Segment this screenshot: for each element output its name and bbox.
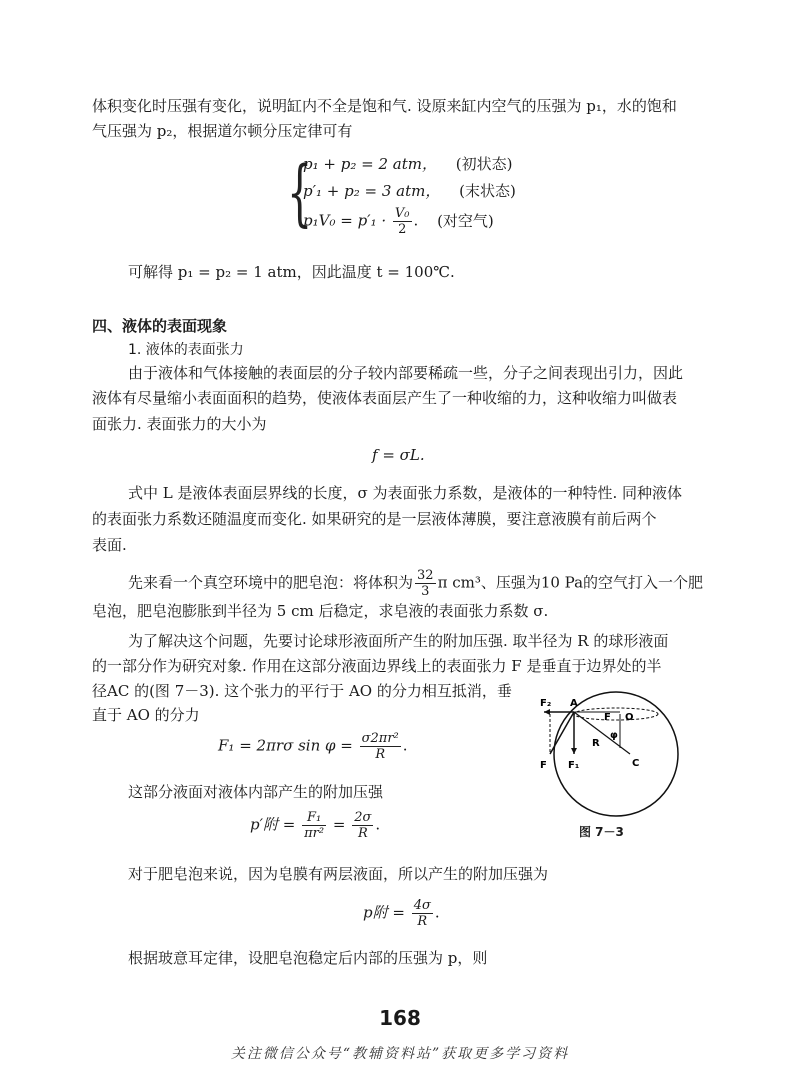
paragraph-line: 式中 L 是液体表面层界线的长度，σ 为表面张力系数，是液体的一种特性. 同种液体 [128,484,683,502]
subsection-heading: 1. 液体的表面张力 [128,342,244,358]
fig-label-phi: φ [610,730,618,741]
boundary-ellipse [574,708,658,720]
fig-label-f-bottom: F [540,760,547,771]
paragraph-line: 直于 AO 的分力 [92,706,200,724]
paragraph-line: 的表面张力系数还随温度而变化. 如果研究的是一层液体薄膜，要注意液膜有前后两个 [92,510,657,528]
footer-watermark: 关注微信公众号“教辅资料站”获取更多学习资料 [230,1046,570,1062]
fig-label-r: R [592,738,600,749]
paragraph-line: 皂泡，肥皂泡膨胀到半径为 5 cm 后稳定，求皂液的表面张力系数 σ. [92,602,549,620]
f-arrow [550,712,574,754]
fig-label-a: A [570,698,578,709]
soap-bubble-figure [530,690,690,820]
paragraph-line: 径AC 的(图 7－3). 这个张力的平行于 AO 的分力相互抵消，垂 [92,682,512,700]
equation-initial-state: p₁ + p₂ = 2 atm， (初状态) [303,155,513,173]
sphere-circle [554,692,678,816]
paragraph-line: 先来看一个真空环境中的肥皂泡：将体积为 $\frac{32}{3}$ π cm³、压强为10 Pa的空气打入一个肥 [128,568,704,599]
paragraph-line: 的一部分作为研究对象. 作用在这部分液面边界线上的表面张力 F 是垂直于边界处的半 [92,657,662,675]
paragraph-line: 液体有尽量缩小表面面积的趋势，使液体表面层产生了一种收缩的力，这种收缩力叫做表 [92,389,678,407]
paragraph-line: 气压强为 p₂，根据道尔顿分压定律可有 [92,122,353,140]
fig-label-f2: F₂ [540,698,552,709]
paragraph-line: 根据玻意耳定律，设肥皂泡稳定后内部的压强为 p，则 [128,949,488,967]
result-line: 可解得 p₁ = p₂ = 1 atm，因此温度 t = 100℃. [128,263,455,281]
left-brace: { [287,150,313,234]
fig-label-c: C [632,758,640,769]
equation-air: p₁V₀ = p′₁ · $\frac{\text{V₀}}{2}$ . (对空气) [303,206,494,237]
page-number: 168 [379,1006,421,1030]
paragraph-line: 为了解决这个问题，先要讨论球形液面所产生的附加压强. 取半径为 R 的球形液面 [128,632,669,650]
paragraph-line: 体积变化时压强有变化，说明缸内不全是饱和气. 设原来缸内空气的压强为 p₁，水的饱和 [92,97,677,115]
paragraph-line: 面张力. 表面张力的大小为 [92,415,267,433]
surface-tension-formula: f = σL. [372,446,425,464]
figure-caption: 图 7－3 [579,825,624,839]
paragraph-line: 这部分液面对液体内部产生的附加压强 [128,783,384,801]
bubble-pressure-formula: p附 = $\frac{4\sigma}{R}$ . [363,898,440,929]
fig-label-o: O [625,712,634,723]
paragraph-line: 表面. [92,536,127,554]
paragraph-line: 对于肥皂泡来说，因为皂膜有两层液面，所以产生的附加压强为 [128,865,549,883]
vertical-force-formula: F₁ = 2πrσ sin φ = $\frac{\text{σ2πr²}}{R}$ . [218,731,408,762]
fig-label-f1: F₁ [568,760,580,771]
additional-pressure-formula: p′附 = $\frac{\text{F₁}}{\text{πr²}}$ = $\frac{2\sigma}{R}$ . [250,810,381,841]
radius-ac [574,712,630,754]
equation-final-state: p′₁ + p₂ = 3 atm， (末状态) [303,182,516,200]
paragraph-line: 由于液体和气体接触的表面层的分子较内部要稀疏一些，分子之间表现出引力，因此 [128,364,684,382]
section-heading: 四、液体的表面现象 [92,317,228,335]
fig-label-f: F [604,712,611,723]
